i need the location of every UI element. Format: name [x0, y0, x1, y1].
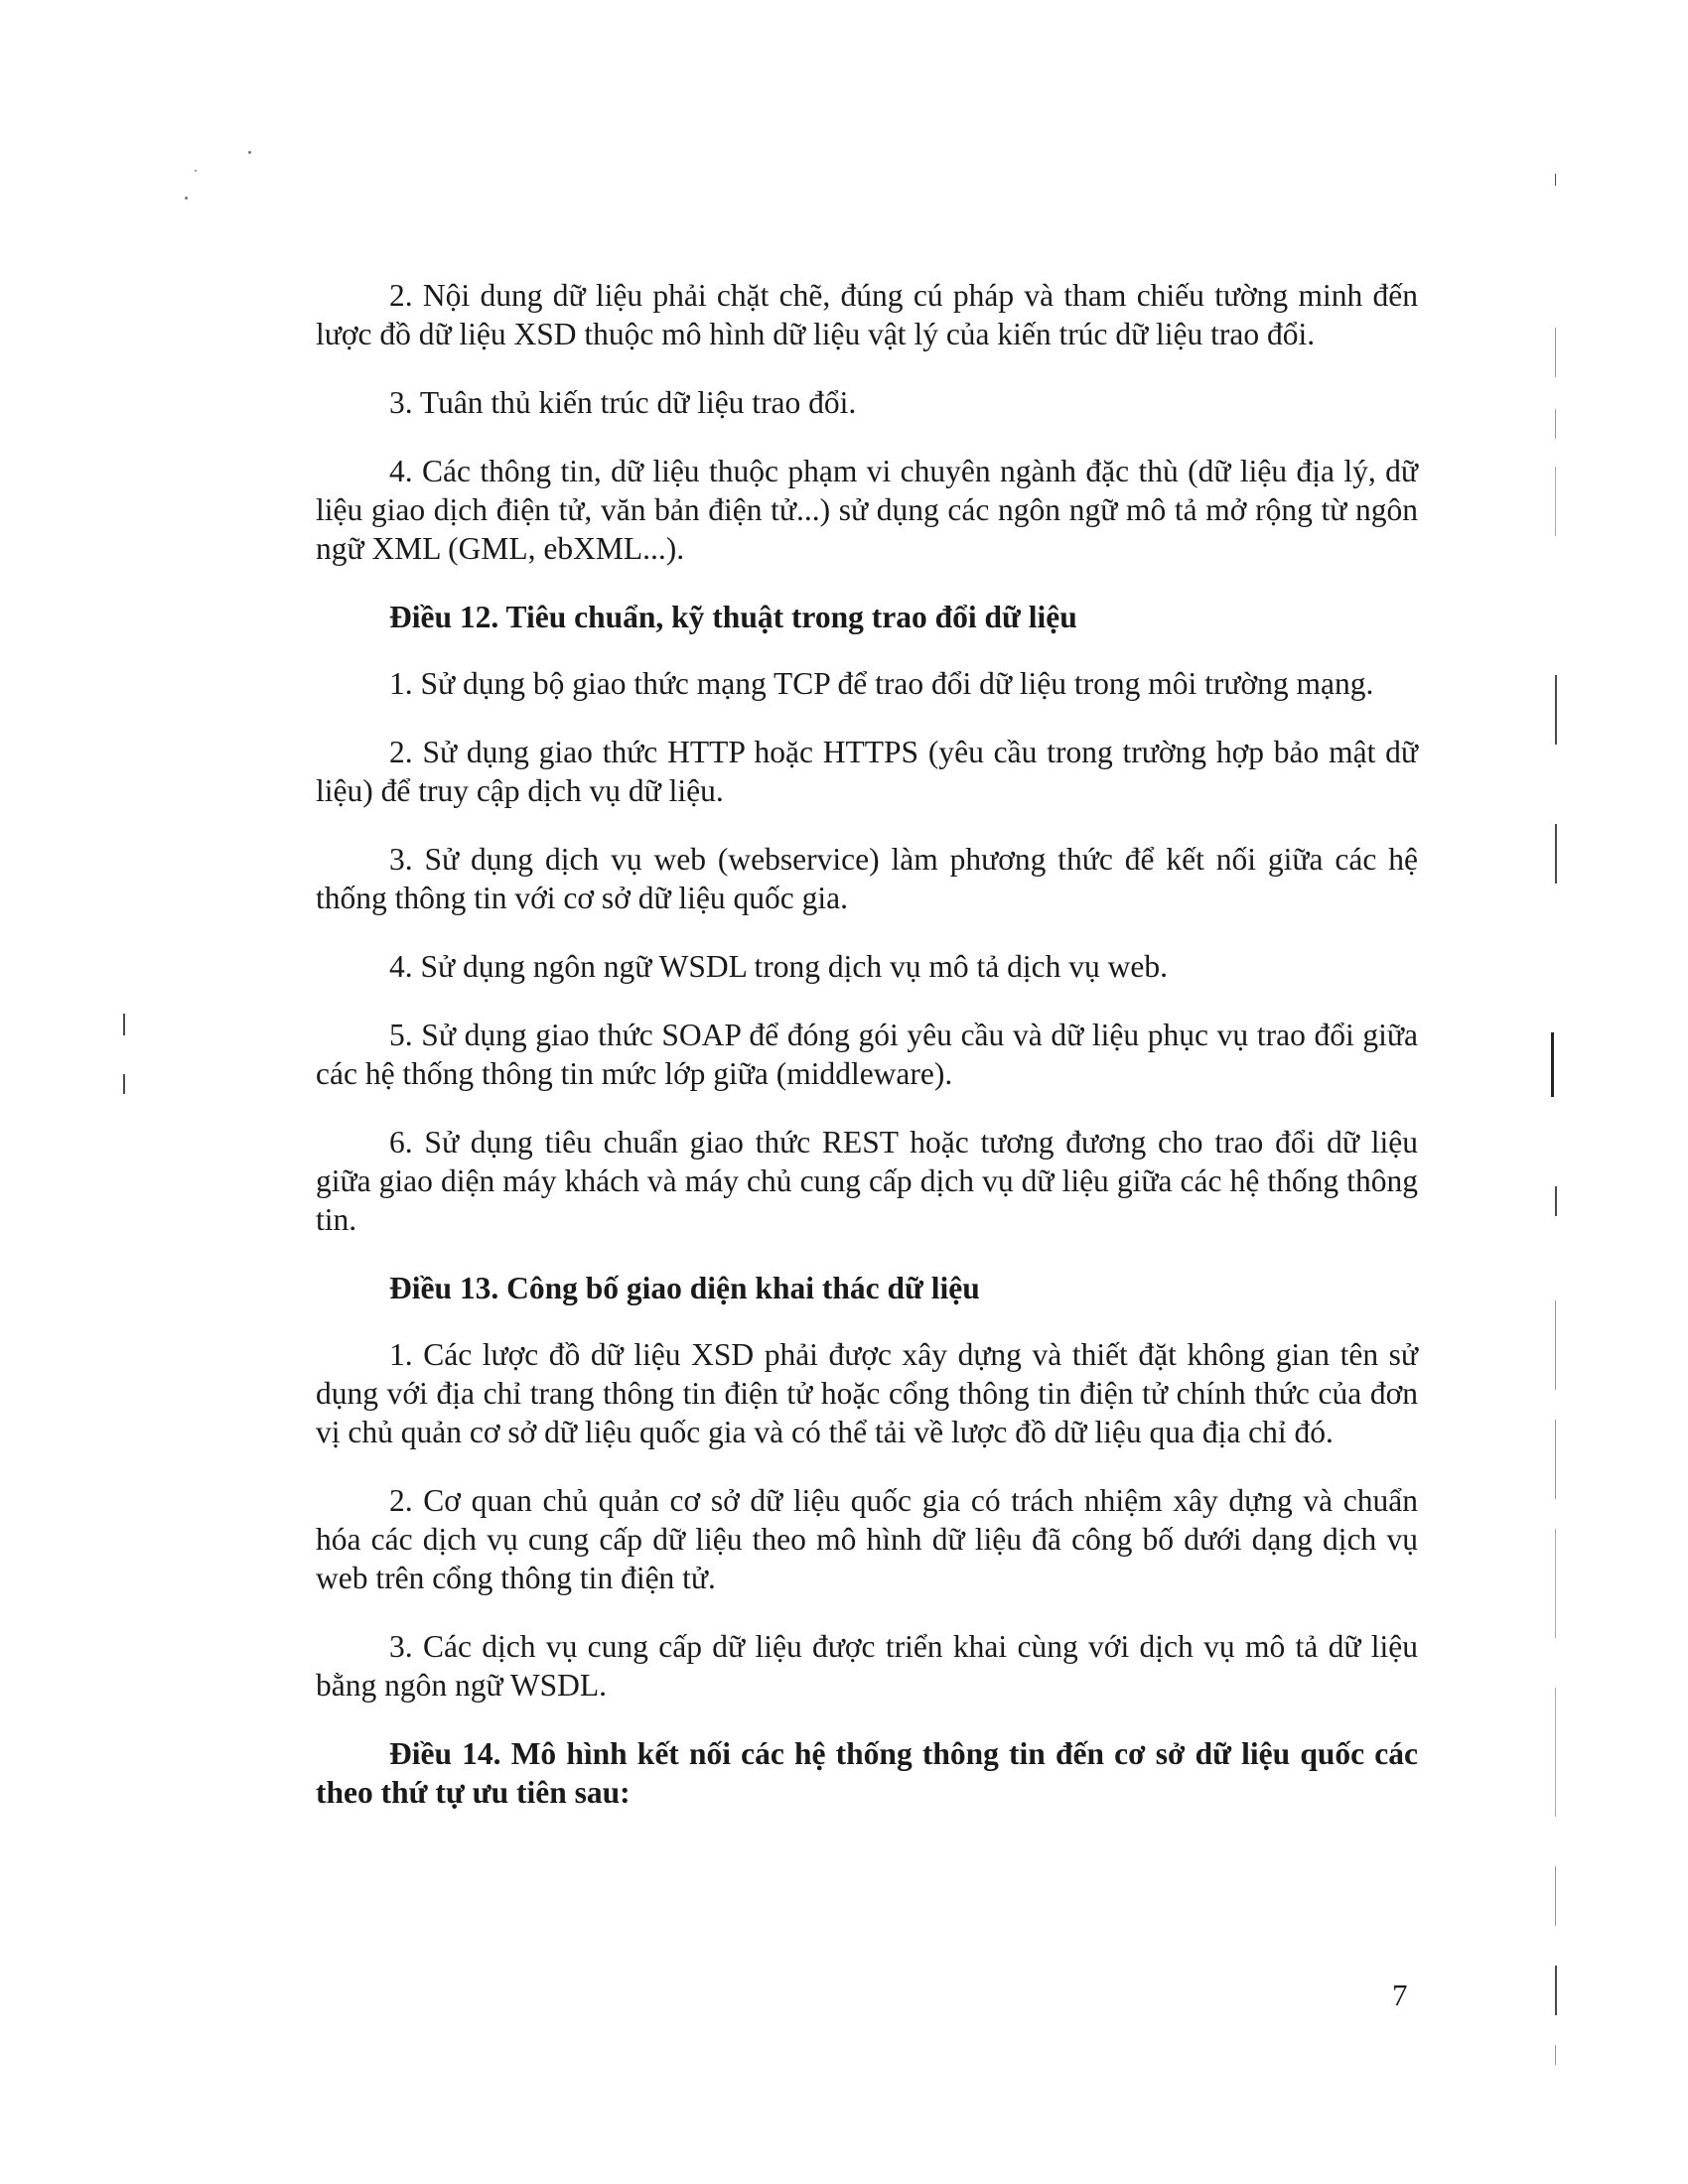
page-number: 7 — [1392, 1978, 1408, 2012]
scan-mark — [1555, 675, 1557, 745]
paragraph: 3. Các dịch vụ cung cấp dữ liệu được triển khai cùng với dịch vụ mô tả dữ liệu bằng ngôn ngữ WSDL. — [316, 1629, 1418, 1703]
paragraph: 4. Các thông tin, dữ liệu thuộc phạm vi chuyên ngành đặc thù (dữ liệu địa lý, dữ liệu giao dịch điện tử, văn bản điện tử...) sử dụng các ngôn ngữ mô tả mở rộng từ ngôn ngữ XML (GML, ebXML...). — [316, 454, 1418, 566]
paragraph: 2. Nội dung dữ liệu phải chặt chẽ, đúng cú pháp và tham chiếu tường minh đến lược đồ dữ liệu XSD thuộc mô hình dữ liệu vật lý của kiến trúc dữ liệu trao đổi. — [316, 278, 1418, 351]
document-body — [316, 276, 1418, 1840]
scan-mark — [1555, 1186, 1557, 1216]
scan-speck — [195, 170, 197, 172]
paragraph: 2. Cơ quan chủ quản cơ sở dữ liệu quốc gia có trách nhiệm xây dựng và chuẩn hóa các dịch vụ cung cấp dữ liệu theo mô hình dữ liệu đã công bố dưới dạng dịch vụ web trên cổng thông tin điện tử. — [316, 1483, 1418, 1595]
scan-mark — [1555, 467, 1556, 536]
paragraph: 1. Các lược đồ dữ liệu XSD phải được xây dựng và thiết đặt không gian tên sử dụng với địa chỉ trang thông tin điện tử hoặc cổng thông tin điện tử chính thức của đơn vị chủ quản cơ sở dữ liệu quốc gia và có thể tải về lược đồ dữ liệu qua địa chỉ đó. — [316, 1337, 1418, 1449]
paragraph: 3. Tuân thủ kiến trúc dữ liệu trao đổi. — [389, 385, 857, 420]
scan-mark — [1555, 1300, 1556, 1390]
paragraph: 5. Sử dụng giao thức SOAP để đóng gói yêu cầu và dữ liệu phục vụ trao đổi giữa các hệ thống thông tin mức lớp giữa (middleware). — [316, 1018, 1418, 1091]
paragraph: 4. Sử dụng ngôn ngữ WSDL trong dịch vụ mô tả dịch vụ web. — [389, 949, 1168, 984]
scan-mark — [1555, 1966, 1557, 2015]
paragraph: 6. Sử dụng tiêu chuẩn giao thức REST hoặc tương đương cho trao đổi dữ liệu giữa giao diện máy khách và máy chủ cung cấp dịch vụ dữ liệu giữa các hệ thống thông tin. — [316, 1125, 1418, 1237]
paragraph: 3. Sử dụng dịch vụ web (webservice) làm phương thức để kết nối giữa các hệ thống thông tin với cơ sở dữ liệu quốc gia. — [316, 842, 1418, 915]
scan-mark — [123, 1074, 125, 1094]
scan-mark — [1555, 174, 1556, 186]
article-heading: Điều 14. Mô hình kết nối các hệ thống thông tin đến cơ sở dữ liệu quốc các theo thứ tự ưu tiên sau: — [316, 1736, 1418, 1810]
article-heading: Điều 12. Tiêu chuẩn, kỹ thuật trong trao đổi dữ liệu — [389, 600, 1077, 634]
paragraph: 2. Sử dụng giao thức HTTP hoặc HTTPS (yêu cầu trong trường hợp bảo mật dữ liệu) để truy cập dịch vụ dữ liệu. — [316, 735, 1418, 808]
article-heading: Điều 13. Công bố giao diện khai thác dữ liệu — [389, 1271, 980, 1305]
scan-mark — [1555, 1420, 1556, 1499]
scan-mark — [1555, 1866, 1556, 1926]
scan-mark — [1555, 1529, 1556, 1638]
paragraph: 1. Sử dụng bộ giao thức mạng TCP để trao đổi dữ liệu trong môi trường mạng. — [389, 666, 1374, 701]
scan-speck — [185, 197, 188, 200]
scan-mark — [1555, 1688, 1556, 1817]
scan-mark — [1555, 824, 1557, 884]
scan-mark — [123, 1014, 125, 1035]
scan-mark — [1555, 2045, 1556, 2065]
scan-mark — [1551, 1032, 1554, 1097]
scan-speck — [248, 151, 251, 154]
scan-mark — [1555, 328, 1556, 377]
scan-mark — [1555, 409, 1556, 439]
